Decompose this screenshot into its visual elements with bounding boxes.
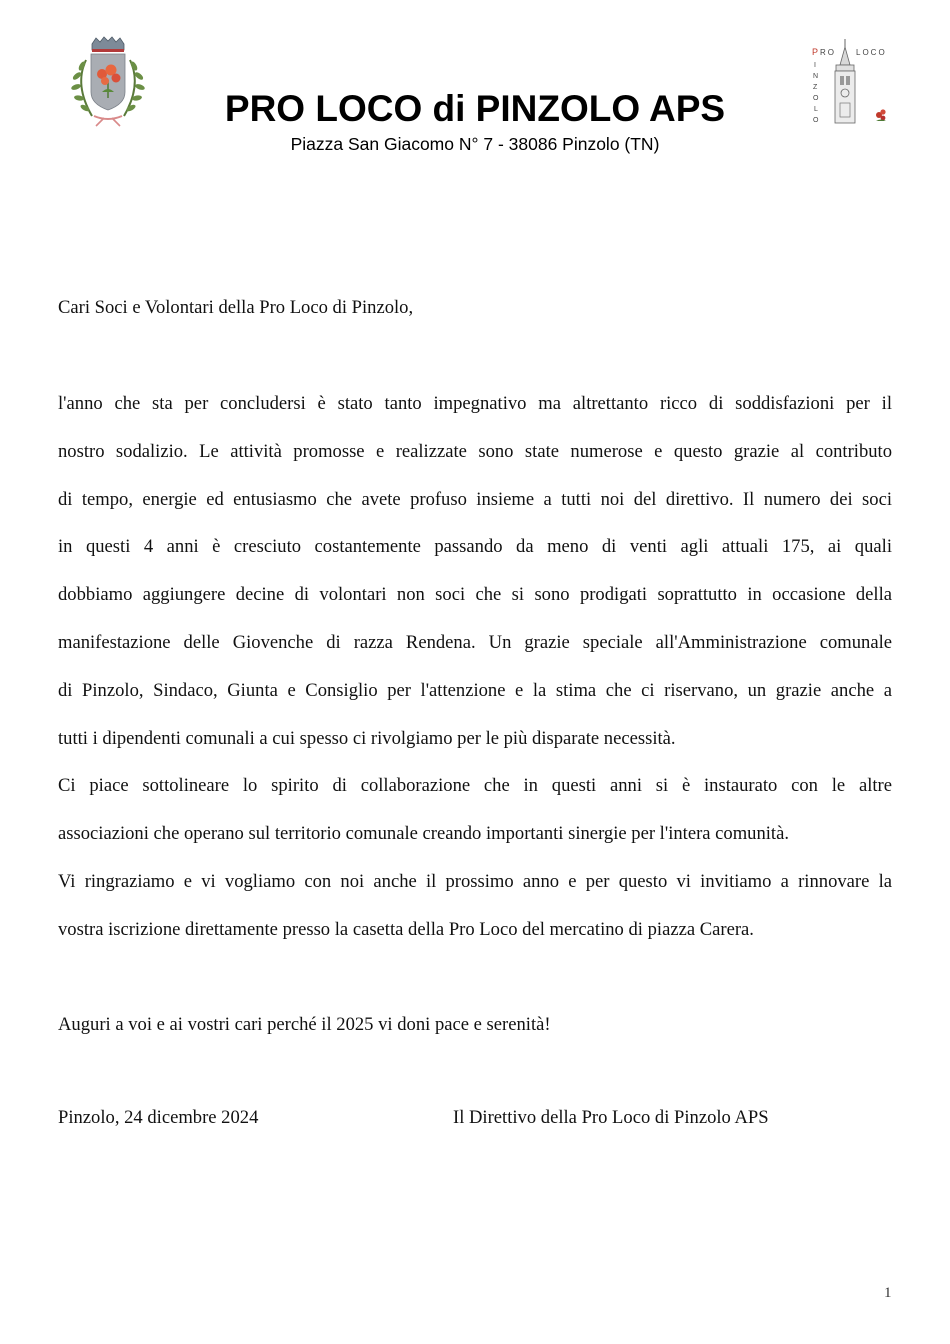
- organization-address: Piazza San Giacomo N° 7 - 38086 Pinzolo (TN): [290, 134, 660, 154]
- svg-text:N: N: [813, 73, 819, 80]
- svg-text:Z: Z: [813, 84, 818, 91]
- page-number: 1: [884, 1285, 892, 1301]
- svg-text:LOCO: LOCO: [856, 48, 887, 57]
- body-line: manifestazione delle Giovenche di razza Rendena. Un grazie speciale all'Amministrazione comunale: [58, 632, 892, 653]
- body-line: tutti i dipendenti comunali a cui spesso ci rivolgiamo per le più disparate necessità.: [58, 727, 676, 749]
- svg-text:I: I: [814, 62, 816, 69]
- svg-text:O: O: [813, 95, 819, 102]
- svg-text:O: O: [813, 117, 819, 124]
- letter-wishes: Auguri a voi e ai vostri cari perché il 2025 vi doni pace e serenità!: [58, 1014, 551, 1035]
- body-line: nostro sodalizio. Le attività promosse e realizzate sono state numerose e questo grazie al contributo: [58, 440, 892, 462]
- body-line: Ci piace sottolineare lo spirito di collaborazione che in questi anni si è instaurato con le altre: [58, 775, 892, 797]
- body-line: l'anno che sta per concludersi è stato tanto impegnativo ma altrettanto ricco di soddisfazioni per il: [58, 393, 892, 414]
- organization-title: PRO LOCO di PINZOLO APS: [224, 88, 726, 129]
- svg-text:P: P: [812, 47, 821, 57]
- body-line: di Pinzolo, Sindaco, Giunta e Consiglio per l'attenzione e la stima che ci riservano, un grazie anche a: [58, 679, 892, 701]
- letter-place-date: Pinzolo, 24 dicembre 2024: [58, 1107, 259, 1128]
- body-line: in questi 4 anni è cresciuto costantemente passando da meno di venti agli attuali 175, ai quali: [58, 536, 892, 558]
- letter-signature: Il Direttivo della Pro Loco di Pinzolo APS: [453, 1107, 769, 1128]
- letter-greeting: Cari Soci e Volontari della Pro Loco di Pinzolo,: [58, 297, 414, 318]
- body-line: dobbiamo aggiungere decine di volontari non soci che si sono prodigati soprattutto in occasione della: [58, 584, 892, 606]
- body-line: associazioni che operano sul territorio comunale creando importanti sinergie per l'intera comunità.: [58, 823, 790, 845]
- body-line: Vi ringraziamo e vi vogliamo con noi anche il prossimo anno e per questo vi invitiamo a rinnovare la: [58, 871, 892, 892]
- body-line: di tempo, energie ed entusiasmo che avete profuso insieme a tutti noi del direttivo. Il numero dei soci: [58, 488, 892, 510]
- svg-text:L: L: [814, 106, 818, 113]
- body-line: vostra iscrizione direttamente presso la casetta della Pro Loco del mercatino di piazza Carera.: [58, 918, 754, 940]
- svg-text:RO: RO: [820, 48, 836, 57]
